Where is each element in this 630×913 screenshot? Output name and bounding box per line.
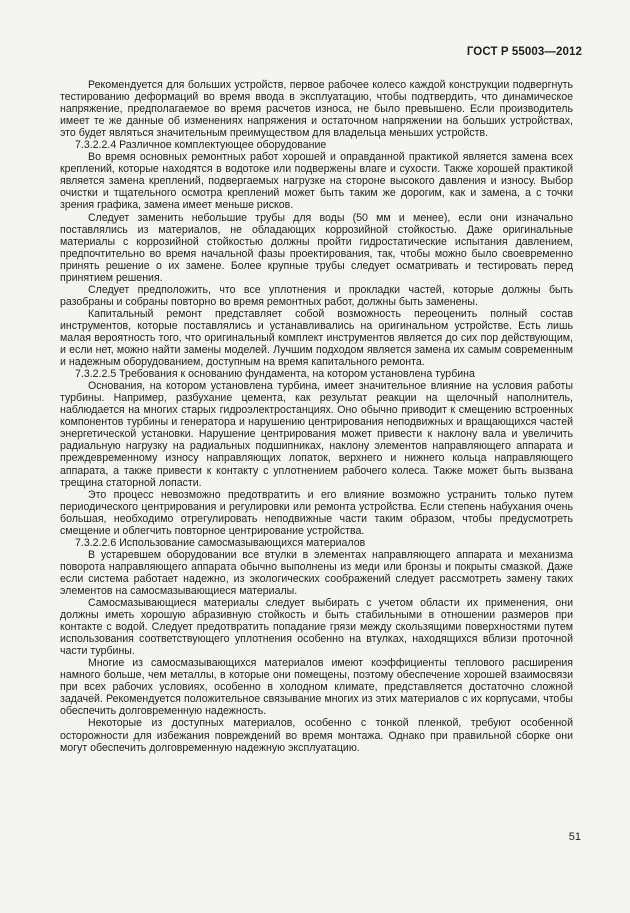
paragraph: Следует заменить небольшие трубы для воды (50 мм и менее), если они изначально поставлялись из материалов, не обладающих коррозийной стойкостью. Даже оригинальные материалы с коррозийной стойкостью должны пройти гидростатические испытания давлением, предпочтительно во время начальной фазы проектирования, так, чтобы можно было своевременно принять решение о их замене. Более крупные трубы следует осматривать и тестировать перед принятием решения.	[60, 211, 573, 284]
paragraph: В устаревшем оборудовании все втулки в элементах направляющего аппарата и механизма поворота направляющего аппарата обычно выполнены из меди или бронзы и покрыты смазкой. Даже если система работает надежно, из экологических соображений следует рассмотреть замену таких элементов на самосмазывающиеся материалы.	[60, 548, 573, 597]
document-body	[60, 79, 573, 754]
paragraph: Самосмазывающиеся материалы следует выбирать с учетом области их применения, они должны иметь хорошую абразивную стойкость и быть стабильными в отношении размеров при контакте с водой. Следует предотвратить попадание грязи между скользящими поверхностями путем использования соответствующего уплотнения особенно на втулках, находящихся вблизи проточной части турбины.	[60, 597, 573, 658]
page-number: 51	[568, 831, 581, 843]
paragraph: Во время основных ремонтных работ хорошей и оправданной практикой является замена всех креплений, которые находятся в водотоке или подвержены влаге и сухости. Также хорошей практикой является замена креплений, подвергаемых нагрузке на стороне высокого давления и износу. Выбор очистки и тщательного осмотра креплений может быть таким же дорогим, как и замена, а с точки зрения графика, замена имеет меньше рисков.	[60, 151, 573, 212]
section-heading: 7.3.2.2.4 Различное комплектующее оборудование	[75, 139, 327, 152]
paragraph: Основания, на котором установлена турбина, имеет значительное влияние на условия работы турбины. Например, разбухание цемента, как результат реакции на щелочный наполнитель, наблюдается на многих старых гидроэлектростанциях. Оно обычно приводит к смещению встроенных компонентов турбины и генератора и нарушению центрирования неподвижных и вращающихся частей энергетической установки. Нарушение центрирования может привести к наклону вала и увеличить радиальную нагрузку на радиальных подшипниках, наклону элементов направляющего аппарата и преждевременному износу направляющих лопаток, верхнего и нижнего кольца направляющего аппарата, а также привести к контакту с уплотнением рабочего колеса. Также может быть вызвана трещина статорной лопасти.	[60, 380, 573, 489]
paragraph: Следует предположить, что все уплотнения и прокладки частей, которые должны быть разобраны и собраны повторно во время ремонтных работ, должны быть заменены.	[60, 283, 573, 308]
paragraph: Многие из самосмазывающихся материалов имеют коэффициенты теплового расширения намного больше, чем металлы, в которые они помещены, поэтому обеспечение хорошей взаимосвязи при всех рабочих условиях, особенно в холодном климате, представляется достаточно сложной задачей. Рекомендуется положительное связывание многих из этих материалов с их корпусами, чтобы обеспечить долговременную надежность.	[60, 657, 573, 718]
section-heading: 7.3.2.2.6 Использование самосмазывающихся материалов	[75, 536, 366, 549]
paragraph: Это процесс невозможно предотвратить и его влияние возможно устранить только путем периодического центрирования и регулировки или ремонта устройства. Если степень набухания очень большая, необходимо отрегулировать неподвижные части таким образом, чтобы предусмотреть смещение и облегчить повторное центрирование устройства.	[60, 488, 573, 537]
paragraph: Некоторые из доступных материалов, особенно с тонкой пленкой, требуют особенной осторожности для избежания повреждений во время монтажа. Однако при правильной сборке они могут обеспечить долговременную надежную эксплуатацию.	[60, 717, 573, 754]
paragraph: Рекомендуется для больших устройств, первое рабочее колесо каждой конструкции подвергнуть тестированию деформаций во время ввода в эксплуатацию, чтобы подтвердить, что динамическое напряжение, предполагаемое во время расчетов износа, не было превышено. Если производитель имеет те же данные об изменениях напряжения и остаточном напряжении на больших устройствах, это будет являться значительным преимуществом для владельца меньших устройств.	[60, 79, 573, 140]
paragraph: Капитальный ремонт представляет собой возможность переоценить полный состав инструментов, которые поставлялись и устанавливались на оригинальном устройстве. Есть лишь малая вероятность того, что оригинальный комплект инструментов является до сих пор действующим, и если нет, можно найти замены моделей. Лучшим подходом является замена их самым современным и надежным оборудованием, доступным на время капитального ремонта.	[60, 307, 573, 369]
section-heading: 7.3.2.2.5 Требования к основанию фундамента, на котором установлена турбина	[75, 368, 475, 381]
document-code-header: ГОСТ Р 55003—2012	[466, 46, 582, 58]
